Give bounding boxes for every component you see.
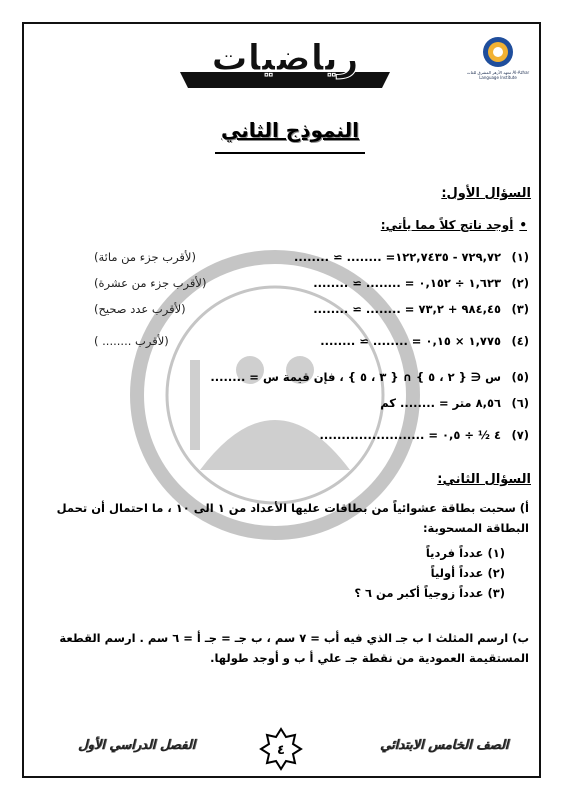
- q2-sub-item-1: [426, 546, 505, 560]
- footer-term: الفصل الدراسي الأول: [78, 738, 196, 753]
- question-1-heading: السؤال الأول:: [441, 186, 531, 201]
- item-expression: ٩٨٤,٤٥ + ٧٣,٢ = ........ ≃ ........: [313, 302, 501, 316]
- q1-item-1: [34, 250, 529, 270]
- item-number: (٣): [511, 302, 529, 316]
- question-2-heading: السؤال الثاني:: [437, 472, 531, 487]
- q1-item-7: [34, 428, 529, 448]
- item-expression: ٤ ½ ÷ ٠,٥ = ........................: [319, 428, 501, 442]
- item-hint: (لأقرب جزء من عشرة): [94, 276, 207, 290]
- item-number: (٧): [511, 428, 529, 442]
- logo-caption: معهد الأزهر المشرق للغات Al-Azhar Language Institute: [466, 70, 530, 80]
- q1-item-3: [34, 302, 529, 322]
- q2-part-b: ب) ارسم المثلث ا ب جـ الذي فيه أب = ٧ سم ، ب جـ = جـ أ = ٦ سم . ارسم القطعة المستقيمة العمودية من نقطة جـ علي أ ب و أوجد طولها.: [59, 631, 529, 665]
- q2-part-a: [34, 498, 529, 538]
- item-hint: (لأقرب ........ ): [94, 334, 169, 348]
- page-subtitle: النموذج الثاني: [221, 118, 359, 142]
- item-number: (١): [511, 250, 529, 264]
- page-title: رياضيات: [211, 38, 359, 79]
- sub-item-text: عدداً أولياً: [430, 566, 484, 580]
- title-banner: [170, 32, 400, 94]
- sub-item-number: (١): [487, 546, 505, 560]
- page-number-badge: [259, 727, 303, 771]
- bullet-icon: •: [519, 218, 527, 232]
- subtitle-underline: [215, 152, 365, 154]
- item-number: (٤): [511, 334, 529, 348]
- sub-item-text: عدداً زوجياً أكبر من ٦ ؟: [354, 586, 484, 600]
- instruction-text: أوجد ناتج كلاً مما يأتي:: [380, 218, 514, 232]
- item-number: (٦): [511, 396, 529, 410]
- q1-item-5: [34, 370, 529, 390]
- item-expression: ٧٢٩,٧٢ - ١٢٢,٧٤٣٥= ........ ≃ ........: [294, 250, 501, 264]
- item-hint: (لأقرب جزء من مائة): [94, 250, 196, 264]
- part-a-label: أ): [519, 501, 529, 515]
- item-number: (٥): [511, 370, 529, 384]
- item-number: (٢): [511, 276, 529, 290]
- part-a-text: سحبت بطاقة عشوائياً من بطاقات عليها الأعداد من ١ الى ١٠ ، ما احتمال أن تحمل البطاقة المسحوبة:: [56, 501, 529, 535]
- question-1-instruction: [381, 218, 527, 232]
- q1-item-2: [34, 276, 529, 296]
- q2-sub-item-2: [431, 566, 505, 580]
- footer-grade: الصف الخامس الابتدائي: [380, 738, 509, 753]
- sub-item-number: (٣): [487, 586, 505, 600]
- item-expression: ١,٧٧٥ × ٠,١٥ = ........ ≃ ........: [320, 334, 501, 348]
- sub-item-number: (٢): [487, 566, 505, 580]
- q2-sub-item-3: [354, 586, 505, 600]
- item-hint: (لأقرب عدد صحيح): [94, 302, 186, 316]
- q1-item-6: [34, 396, 529, 416]
- q1-item-4: [34, 334, 529, 354]
- item-expression: ٨,٥٦ متر = ........ كم: [380, 396, 501, 410]
- sub-item-text: عدداً فردياً: [425, 546, 484, 560]
- item-expression: س ∈ { ٢ ، ٥ } ∩ { ٣ ، ٥ } ، فإن قيمة س = ........: [210, 370, 501, 384]
- page-number: ٤: [277, 743, 285, 758]
- item-expression: ١,٦٢٣ ÷ ٠,١٥٢ = ........ ≃ ........: [313, 276, 501, 290]
